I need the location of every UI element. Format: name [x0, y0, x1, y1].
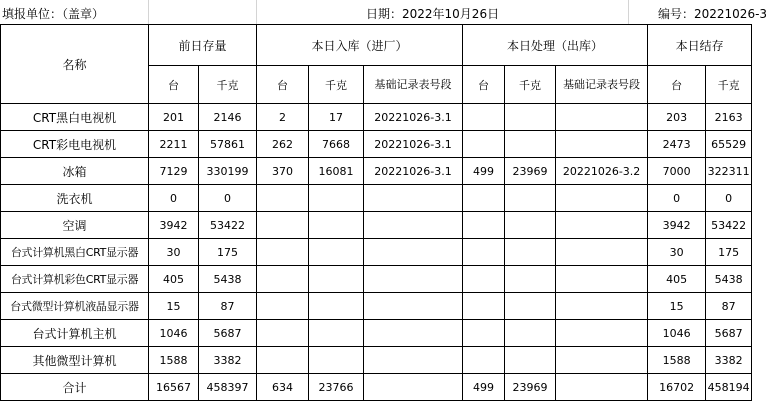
cell-stock-kg: 5687 — [706, 320, 752, 347]
cell-out-record — [556, 320, 648, 347]
cell-out-units — [463, 347, 505, 374]
cell-stock-units: 30 — [648, 239, 706, 266]
cell-out-units — [463, 293, 505, 320]
cell-prev-units: 1588 — [149, 347, 199, 374]
col-header-in-kg: 千克 — [309, 66, 364, 104]
cell-in-kg — [309, 212, 364, 239]
cell-out-kg — [505, 320, 556, 347]
cell-item-name: 台式计算机彩色CRT显示器 — [1, 266, 149, 293]
report-header — [0, 0, 767, 25]
cell-prev-kg: 2146 — [199, 104, 257, 131]
cell-stock-kg: 87 — [706, 293, 752, 320]
cell-stock-kg: 322311 — [706, 158, 752, 185]
col-header-out-record: 基础记录表号段 — [556, 66, 648, 104]
cell-stock-kg: 65529 — [706, 131, 752, 158]
cell-out-record — [556, 185, 648, 212]
cell-stock-kg: 3382 — [706, 347, 752, 374]
cell-out-record — [556, 374, 648, 401]
cell-out-kg — [505, 266, 556, 293]
col-header-out-units: 台 — [463, 66, 505, 104]
cell-in-record — [364, 212, 463, 239]
cell-prev-units: 201 — [149, 104, 199, 131]
cell-stock-units: 405 — [648, 266, 706, 293]
cell-in-kg — [309, 266, 364, 293]
cell-in-kg: 17 — [309, 104, 364, 131]
serial-number: 编号：20221026-3 — [658, 7, 767, 21]
cell-stock-kg: 175 — [706, 239, 752, 266]
table-row — [1, 266, 752, 293]
cell-in-record — [364, 185, 463, 212]
cell-stock-units: 3942 — [648, 212, 706, 239]
cell-stock-units: 15 — [648, 293, 706, 320]
cell-prev-units: 0 — [149, 185, 199, 212]
cell-out-kg — [505, 347, 556, 374]
cell-in-record — [364, 293, 463, 320]
cell-stock-units: 1588 — [648, 347, 706, 374]
cell-out-kg — [505, 104, 556, 131]
cell-stock-units: 2473 — [648, 131, 706, 158]
table-row — [1, 293, 752, 320]
cell-out-kg — [505, 239, 556, 266]
table-row — [1, 239, 752, 266]
cell-out-units — [463, 320, 505, 347]
cell-out-record — [556, 104, 648, 131]
gridline — [256, 0, 257, 24]
col-header-in-today: 本日入库（进厂） — [257, 25, 463, 66]
cell-stock-units: 203 — [648, 104, 706, 131]
cell-in-units — [257, 293, 309, 320]
cell-stock-units: 7000 — [648, 158, 706, 185]
table-row — [1, 212, 752, 239]
cell-in-units — [257, 320, 309, 347]
cell-in-kg — [309, 293, 364, 320]
col-header-processed-today: 本日处理（出库） — [463, 25, 648, 66]
col-header-in-record: 基础记录表号段 — [364, 66, 463, 104]
col-header-stock-kg: 千克 — [706, 66, 752, 104]
cell-item-name: 台式计算机主机 — [1, 320, 149, 347]
cell-out-units — [463, 185, 505, 212]
reporting-unit-label: 填报单位：（盖章） — [2, 7, 105, 21]
cell-stock-kg: 53422 — [706, 212, 752, 239]
cell-in-units — [257, 212, 309, 239]
cell-out-record — [556, 266, 648, 293]
cell-in-units: 262 — [257, 131, 309, 158]
col-header-stock-units: 台 — [648, 66, 706, 104]
cell-in-units: 370 — [257, 158, 309, 185]
cell-out-units: 499 — [463, 158, 505, 185]
col-header-name: 名称 — [1, 25, 149, 104]
cell-out-kg: 23969 — [505, 374, 556, 401]
cell-prev-kg: 175 — [199, 239, 257, 266]
cell-in-record — [364, 239, 463, 266]
table-row — [1, 320, 752, 347]
cell-item-name: CRT彩电电视机 — [1, 131, 149, 158]
cell-out-units — [463, 104, 505, 131]
cell-out-units: 499 — [463, 374, 505, 401]
cell-prev-kg: 3382 — [199, 347, 257, 374]
header-row-groups — [1, 25, 752, 66]
cell-prev-kg: 5438 — [199, 266, 257, 293]
cell-in-kg: 23766 — [309, 374, 364, 401]
table-row — [1, 185, 752, 212]
col-header-in-units: 台 — [257, 66, 309, 104]
cell-stock-kg: 2163 — [706, 104, 752, 131]
cell-prev-units: 2211 — [149, 131, 199, 158]
cell-out-record — [556, 347, 648, 374]
report-date: 日期：2022年10月26日 — [366, 7, 500, 21]
cell-out-kg: 23969 — [505, 158, 556, 185]
cell-in-record — [364, 320, 463, 347]
cell-stock-units: 1046 — [648, 320, 706, 347]
cell-out-kg — [505, 131, 556, 158]
cell-in-record — [364, 347, 463, 374]
col-header-stock-today: 本日结存 — [648, 25, 752, 66]
cell-prev-units: 16567 — [149, 374, 199, 401]
table-row — [1, 131, 752, 158]
cell-in-record: 20221026-3.1 — [364, 131, 463, 158]
cell-out-kg — [505, 293, 556, 320]
cell-item-name: 台式微型计算机液晶显示器 — [1, 293, 149, 320]
cell-out-units — [463, 212, 505, 239]
cell-out-record — [556, 293, 648, 320]
cell-item-name: 其他微型计算机 — [1, 347, 149, 374]
cell-prev-kg: 57861 — [199, 131, 257, 158]
cell-in-units — [257, 266, 309, 293]
cell-prev-units: 1046 — [149, 320, 199, 347]
cell-prev-units: 405 — [149, 266, 199, 293]
cell-prev-kg: 5687 — [199, 320, 257, 347]
cell-out-record: 20221026-3.2 — [556, 158, 648, 185]
cell-item-name: 合计 — [1, 374, 149, 401]
cell-in-units — [257, 347, 309, 374]
cell-in-units — [257, 239, 309, 266]
table-row — [1, 347, 752, 374]
cell-stock-units: 16702 — [648, 374, 706, 401]
cell-out-units — [463, 131, 505, 158]
cell-in-record — [364, 374, 463, 401]
cell-in-record: 20221026-3.1 — [364, 104, 463, 131]
cell-prev-units: 30 — [149, 239, 199, 266]
inventory-table — [0, 24, 752, 401]
cell-in-kg: 16081 — [309, 158, 364, 185]
gridline — [628, 0, 629, 24]
cell-prev-kg: 53422 — [199, 212, 257, 239]
table-row — [1, 104, 752, 131]
cell-out-record — [556, 212, 648, 239]
col-header-prev-units: 台 — [149, 66, 199, 104]
col-header-prev-stock: 前日存量 — [149, 25, 257, 66]
cell-in-units: 2 — [257, 104, 309, 131]
cell-stock-units: 0 — [648, 185, 706, 212]
cell-in-units — [257, 185, 309, 212]
cell-out-record — [556, 239, 648, 266]
cell-stock-kg: 458194 — [706, 374, 752, 401]
cell-item-name: 洗衣机 — [1, 185, 149, 212]
cell-item-name: 空调 — [1, 212, 149, 239]
cell-out-kg — [505, 185, 556, 212]
cell-in-kg — [309, 185, 364, 212]
cell-in-record: 20221026-3.1 — [364, 158, 463, 185]
cell-in-kg — [309, 347, 364, 374]
cell-prev-kg: 87 — [199, 293, 257, 320]
cell-item-name: CRT黑白电视机 — [1, 104, 149, 131]
cell-prev-kg: 0 — [199, 185, 257, 212]
cell-prev-units: 3942 — [149, 212, 199, 239]
cell-in-units: 634 — [257, 374, 309, 401]
cell-item-name: 台式计算机黑白CRT显示器 — [1, 239, 149, 266]
cell-in-record — [364, 266, 463, 293]
col-header-out-kg: 千克 — [505, 66, 556, 104]
cell-item-name: 冰箱 — [1, 158, 149, 185]
col-header-prev-kg: 千克 — [199, 66, 257, 104]
cell-in-kg: 7668 — [309, 131, 364, 158]
gridline — [148, 0, 149, 24]
cell-in-kg — [309, 320, 364, 347]
cell-out-record — [556, 131, 648, 158]
cell-out-kg — [505, 212, 556, 239]
cell-prev-units: 7129 — [149, 158, 199, 185]
cell-stock-kg: 5438 — [706, 266, 752, 293]
cell-out-units — [463, 266, 505, 293]
cell-out-units — [463, 239, 505, 266]
cell-in-kg — [309, 239, 364, 266]
total-row — [1, 374, 752, 401]
cell-prev-kg: 458397 — [199, 374, 257, 401]
table-row — [1, 158, 752, 185]
cell-stock-kg: 0 — [706, 185, 752, 212]
cell-prev-units: 15 — [149, 293, 199, 320]
cell-prev-kg: 330199 — [199, 158, 257, 185]
